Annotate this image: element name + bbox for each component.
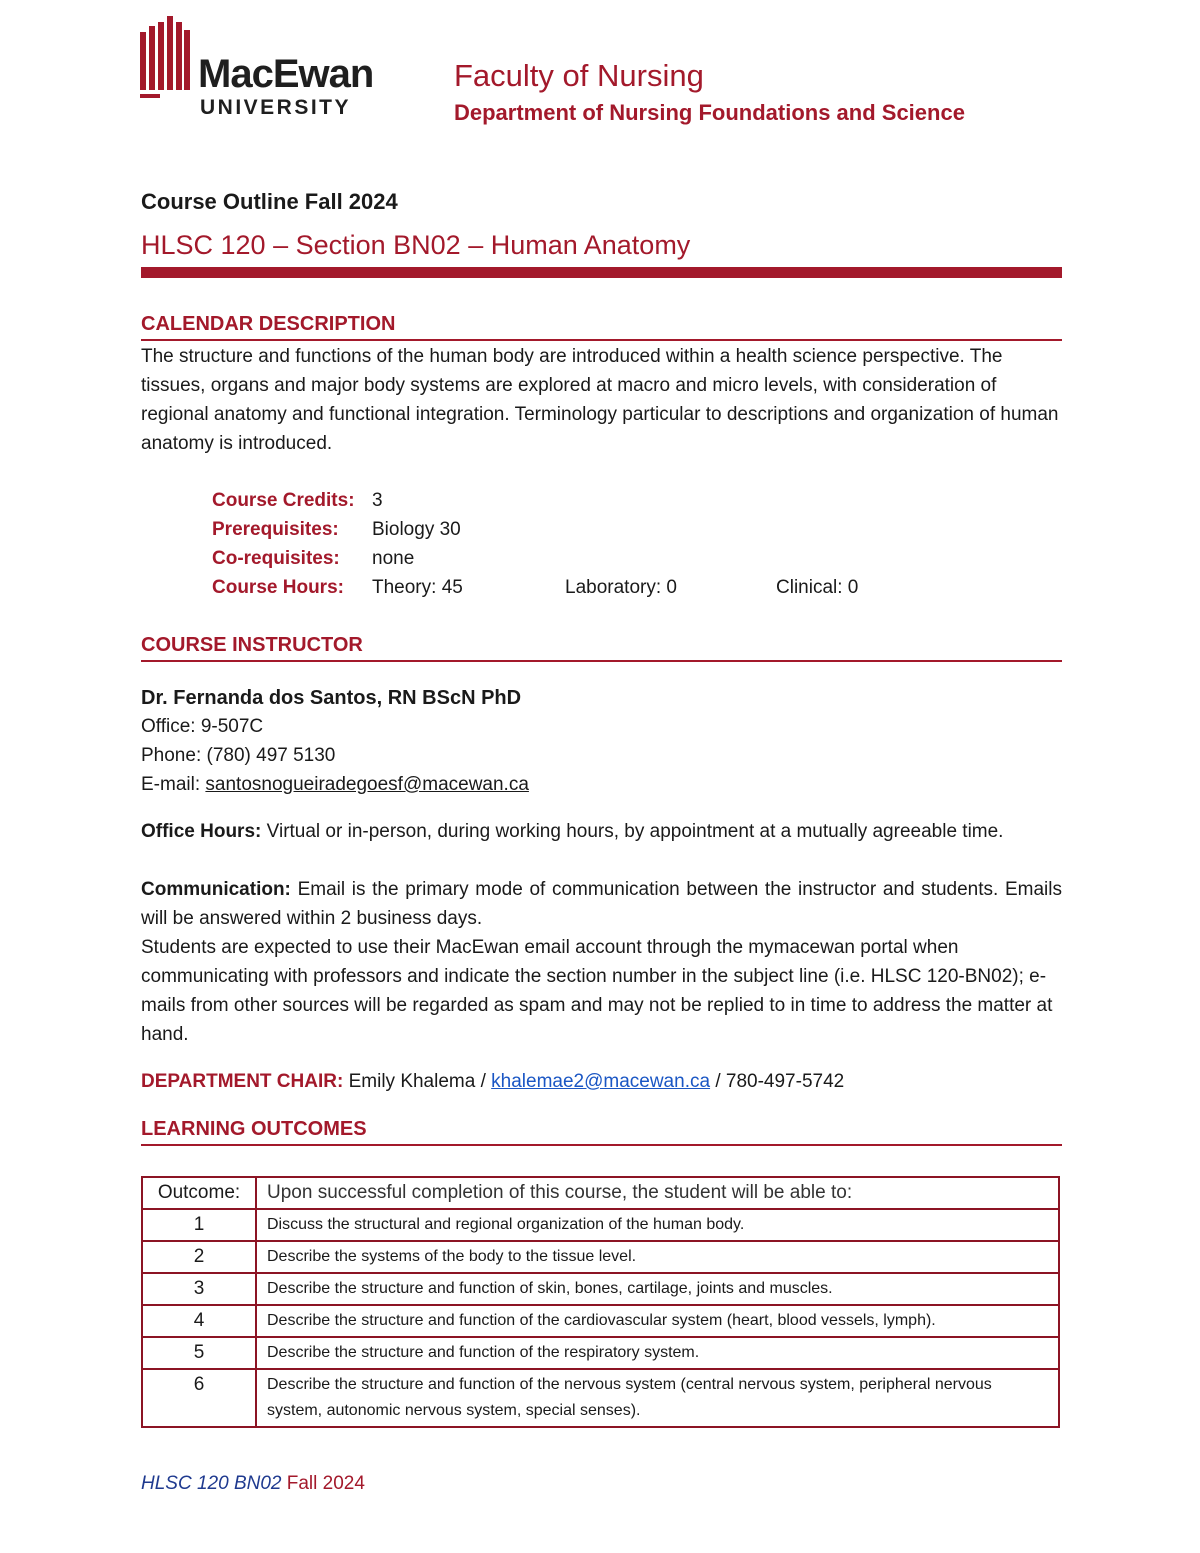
fact-hours (212, 573, 1012, 602)
outcomes-table (141, 1176, 1060, 1428)
communication-text: Email is the primary mode of communication between the instructor and students. Emails will be answered within 2 business days. (141, 879, 1062, 929)
outline-label: Course Outline Fall 2024 (141, 189, 398, 214)
chair-email-link[interactable]: khalemae2@macewan.ca (491, 1071, 711, 1092)
outcome-text: Describe the structure and function of skin, bones, cartilage, joints and muscles. (256, 1273, 1059, 1305)
calendar-text: The structure and functions of the human body are introduced within a health science perspective. The tissues, organs and major body systems are explored at macro and micro levels, with consideration of regional anatomy and functional integration. Terminology particular to descriptions and organization of human anatomy is introduced. (141, 346, 1059, 454)
instructor-name: Dr. Fernanda dos Santos, RN BScN PhD (141, 687, 522, 709)
instructor-heading: COURSE INSTRUCTOR (141, 632, 1062, 662)
department-title: Department of Nursing Foundations and Science (454, 100, 965, 125)
hours-label: Course Hours: (212, 577, 344, 598)
coreq-value: none (372, 548, 415, 569)
instructor-office: Office: 9-507C (141, 716, 264, 737)
credits-value: 3 (372, 490, 383, 511)
title-divider (141, 267, 1062, 278)
outcome-number: 5 (142, 1337, 256, 1369)
prereq-value: Biology 30 (372, 519, 461, 540)
chair-name: Emily Khalema / (343, 1071, 492, 1092)
communication-paragraph (141, 875, 1062, 933)
macewan-logo (140, 16, 410, 119)
prereq-label: Prerequisites: (212, 519, 339, 540)
page-footer (141, 1470, 365, 1498)
coreq-label: Co-requisites: (212, 548, 340, 569)
footer-course-code: HLSC 120 BN02 (141, 1473, 282, 1494)
outcome-text: Describe the systems of the body to the tissue level. (256, 1241, 1059, 1273)
col-outcome-header: Outcome: (142, 1177, 256, 1209)
outcomes-heading: LEARNING OUTCOMES (141, 1116, 1062, 1146)
calendar-heading: CALENDAR DESCRIPTION (141, 311, 1062, 341)
col-desc-header: Upon successful completion of this course, the student will be able to: (256, 1177, 1059, 1209)
credits-label: Course Credits: (212, 490, 355, 511)
footer-term: Fall 2024 (281, 1473, 365, 1494)
outcomes-header-row (142, 1177, 1059, 1209)
email-label: E-mail: (141, 774, 206, 795)
fact-prereq (212, 515, 1012, 544)
outcome-text: Describe the structure and function of the nervous system (central nervous system, peripheral nervous system, autonomic nervous system, special senses). (256, 1369, 1059, 1427)
communication-label: Communication: (141, 879, 291, 900)
chair-line (141, 1067, 1062, 1096)
outcome-number: 3 (142, 1273, 256, 1305)
hours-clinical: Clinical: 0 (776, 577, 859, 598)
outcome-number: 6 (142, 1369, 256, 1427)
outcome-number: 4 (142, 1305, 256, 1337)
chair-phone: / 780-497-5742 (710, 1071, 845, 1092)
office-hours-label: Office Hours: (141, 821, 262, 842)
hours-lab: Laboratory: 0 (565, 577, 677, 598)
instructor-phone: Phone: (780) 497 5130 (141, 745, 336, 766)
fact-coreq (212, 544, 1012, 573)
outcome-text: Describe the structure and function of the cardiovascular system (heart, blood vessels, lymph). (256, 1305, 1059, 1337)
macewan-logo-bars-icon (140, 16, 190, 98)
students-paragraph: Students are expected to use their MacEwan email account through the mymacewan portal when communicating with professors and indicate the section number in the subject line (i.e. HLSC 120-BN02); e-mails from other sources will be regarded as spam and may not be replied to in time to address the matter at hand. (141, 937, 1053, 1045)
table-row (142, 1369, 1059, 1427)
office-hours-paragraph (141, 817, 1062, 846)
table-row (142, 1305, 1059, 1337)
instructor-email-line (141, 770, 529, 799)
logo-sub: UNIVERSITY (200, 96, 352, 119)
faculty-title: Faculty of Nursing (454, 58, 704, 93)
course-facts (212, 486, 1012, 602)
course-title: HLSC 120 – Section BN02 – Human Anatomy (141, 230, 691, 260)
outcome-text: Discuss the structural and regional organization of the human body. (256, 1209, 1059, 1241)
outcome-number: 1 (142, 1209, 256, 1241)
fact-credits (212, 486, 1012, 515)
instructor-email-link[interactable]: santosnogueiradegoesf@macewan.ca (205, 774, 529, 795)
outcome-text: Describe the structure and function of the respiratory system. (256, 1337, 1059, 1369)
table-row (142, 1337, 1059, 1369)
table-row (142, 1273, 1059, 1305)
office-hours-text: Virtual or in-person, during working hours, by appointment at a mutually agreeable time. (261, 821, 1004, 842)
chair-label: DEPARTMENT CHAIR: (141, 1071, 344, 1092)
table-row (142, 1209, 1059, 1241)
logo-name: MacEwan (198, 52, 374, 96)
outcome-number: 2 (142, 1241, 256, 1273)
hours-theory: Theory: 45 (372, 577, 463, 598)
table-row (142, 1241, 1059, 1273)
